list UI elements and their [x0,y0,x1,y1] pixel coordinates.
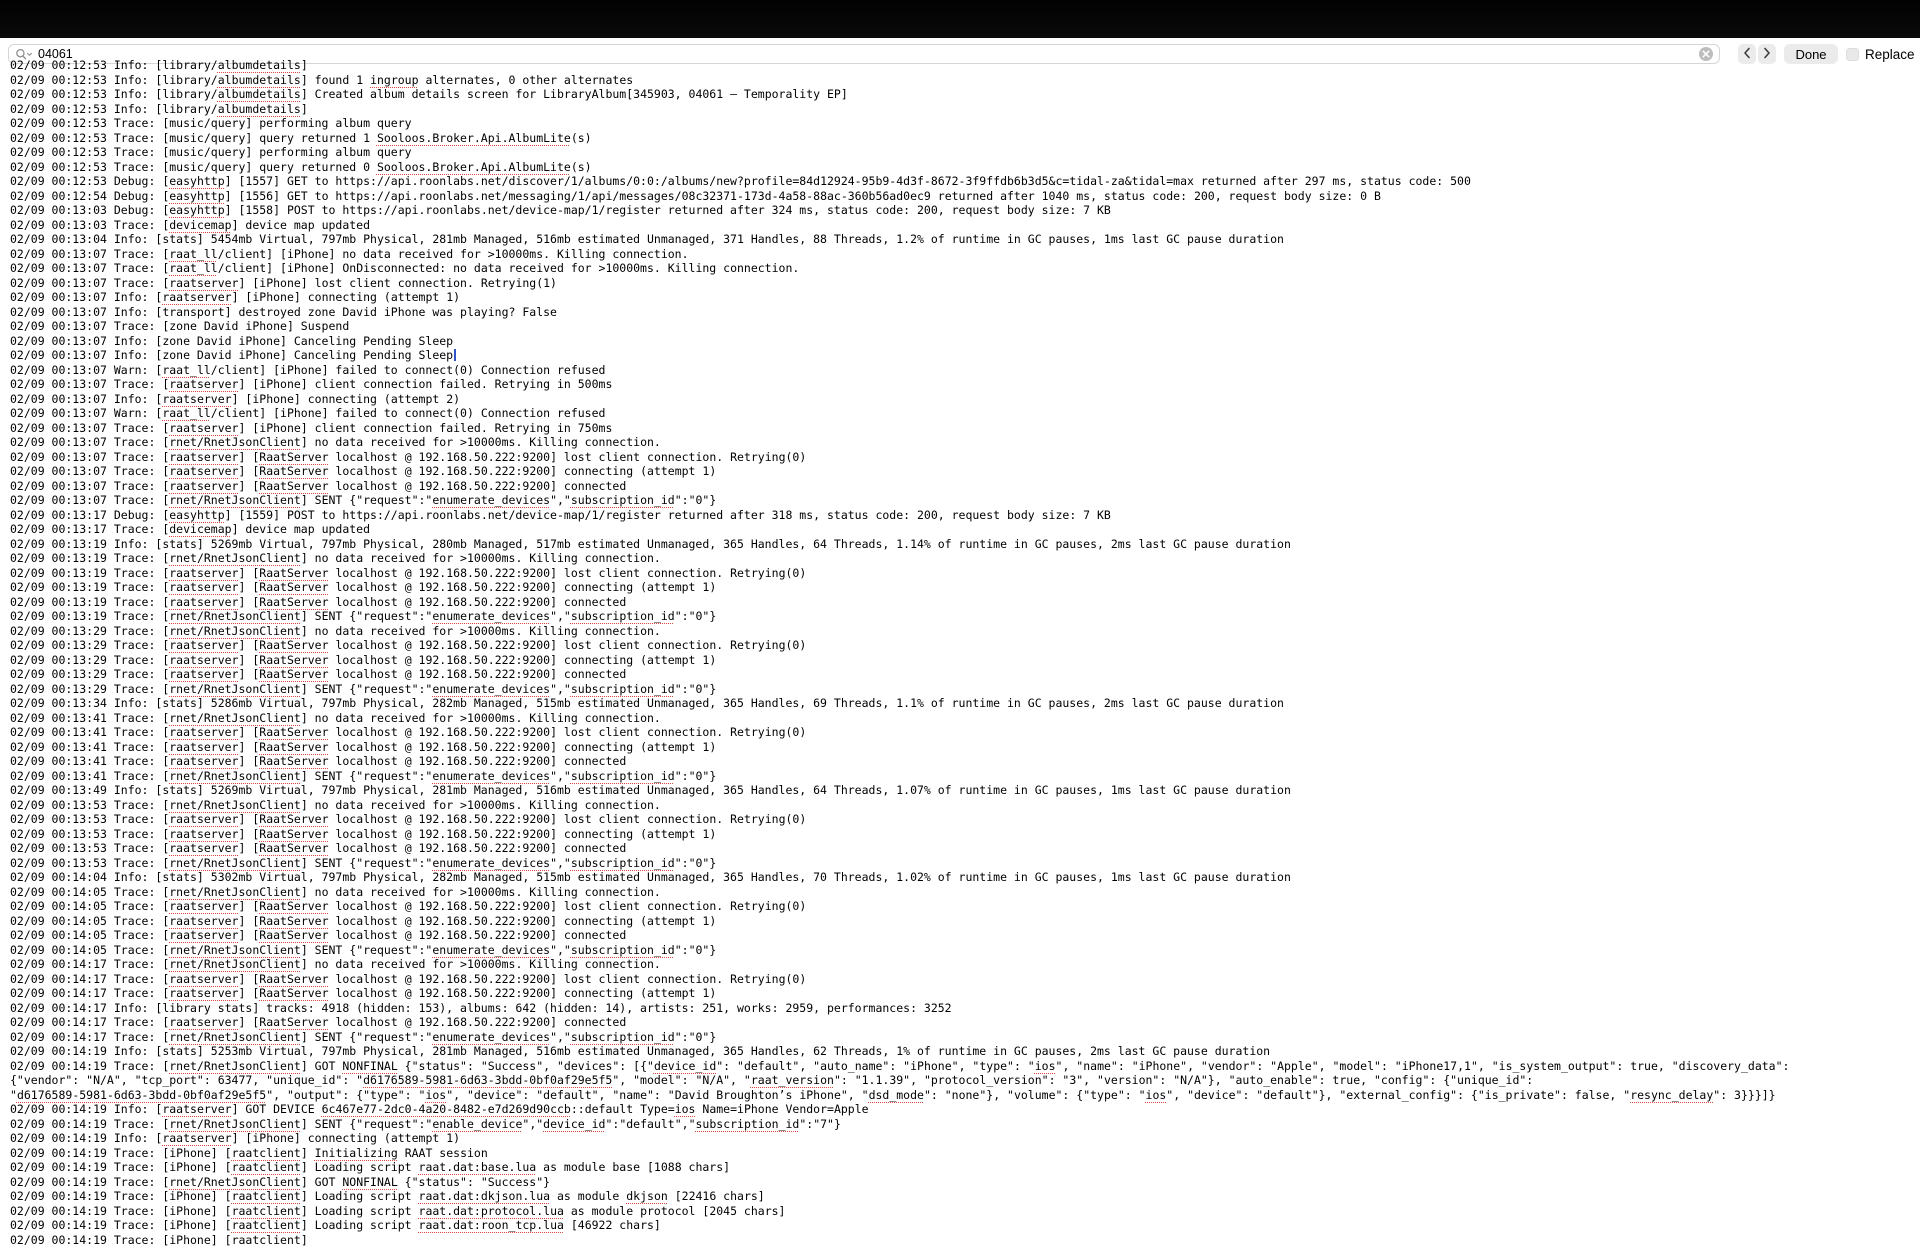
log-line: 02/09 00:12:53 Trace: [music/query] performing album query [10,116,1920,131]
log-line: 02/09 00:14:19 Trace: [rnet/RnetJsonClient] GOT NONFINAL {"status": "Success", "devices": [{"device_id": "default", "auto_name": "iPhone", "type": "ios", "name": "iPhone", "vendor": "Apple", "model": "iPhone17,1", "is_system_output": true, "discovery_data": [10,1059,1920,1074]
done-button[interactable]: Done [1784,44,1838,64]
log-line: 02/09 00:14:17 Info: [library stats] tracks: 4918 (hidden: 153), albums: 642 (hidden: 14), artists: 251, works: 2959, performances: 3252 [10,1001,1920,1016]
log-line: 02/09 00:13:03 Debug: [easyhttp] [1558] POST to https://api.roonlabs.net/device-map/1/register returned after 324 ms, status code: 200, request body size: 7 KB [10,203,1920,218]
log-line: 02/09 00:13:04 Info: [stats] 5454mb Virtual, 797mb Physical, 281mb Managed, 516mb estimated Unmanaged, 371 Handles, 88 Threads, 1.2% of runtime in GC pauses, 1ms last GC pause duration [10,232,1920,247]
log-line: 02/09 00:14:05 Trace: [raatserver] [RaatServer localhost @ 192.168.50.222:9200] connecting (attempt 1) [10,914,1920,929]
log-line: 02/09 00:14:17 Trace: [rnet/RnetJsonClient] SENT {"request":"enumerate_devices","subscription_id":"0"} [10,1030,1920,1045]
log-line: 02/09 00:12:53 Trace: [music/query] query returned 1 Sooloos.Broker.Api.AlbumLite(s) [10,131,1920,146]
log-line: 02/09 00:14:19 Trace: [iPhone] [raatclient] Loading script raat.dat:roon_tcp.lua [46922 chars] [10,1218,1920,1233]
log-line: 02/09 00:13:07 Trace: [raatserver] [iPhone] lost client connection. Retrying(1) [10,276,1920,291]
log-line: 02/09 00:13:29 Trace: [raatserver] [RaatServer localhost @ 192.168.50.222:9200] connecting (attempt 1) [10,653,1920,668]
log-line: 02/09 00:13:53 Trace: [raatserver] [RaatServer localhost @ 192.168.50.222:9200] connecting (attempt 1) [10,827,1920,842]
log-line: 02/09 00:14:05 Trace: [raatserver] [RaatServer localhost @ 192.168.50.222:9200] connected [10,928,1920,943]
log-line: 02/09 00:14:19 Info: [stats] 5253mb Virtual, 797mb Physical, 281mb Managed, 516mb estimated Unmanaged, 365 Handles, 62 Threads, 1% of runtime in GC pauses, 2ms last GC pause duration [10,1044,1920,1059]
log-line: 02/09 00:14:19 Trace: [rnet/RnetJsonClient] GOT NONFINAL {"status": "Success"} [10,1175,1920,1190]
log-line: 02/09 00:13:41 Trace: [raatserver] [RaatServer localhost @ 192.168.50.222:9200] connected [10,754,1920,769]
log-line: 02/09 00:14:19 Trace: [rnet/RnetJsonClient] SENT {"request":"enable_device","device_id":"default","subscription_id":"7"} [10,1117,1920,1132]
log-line: 02/09 00:13:19 Trace: [raatserver] [RaatServer localhost @ 192.168.50.222:9200] lost client connection. Retrying(0) [10,566,1920,581]
log-line: 02/09 00:13:53 Trace: [raatserver] [RaatServer localhost @ 192.168.50.222:9200] connected [10,841,1920,856]
log-line: 02/09 00:14:19 Info: [raatserver] GOT DEVICE 6c467e77-2dc0-4a20-8482-e7d269d90ccb::default Type=ios Name=iPhone Vendor=Apple [10,1102,1920,1117]
log-line: 02/09 00:14:19 Trace: [iPhone] [raatclient] Loading script raat.dat:base.lua as module base [1088 chars] [10,1160,1920,1175]
log-line: 02/09 00:14:19 Info: [raatserver] [iPhone] connecting (attempt 1) [10,1131,1920,1146]
log-line: 02/09 00:13:53 Trace: [rnet/RnetJsonClient] no data received for >10000ms. Killing connection. [10,798,1920,813]
log-line: 02/09 00:12:53 Info: [library/albumdetails] [10,58,1920,73]
text-cursor [454,349,456,361]
log-line: 02/09 00:13:53 Trace: [rnet/RnetJsonClient] SENT {"request":"enumerate_devices","subscription_id":"0"} [10,856,1920,871]
log-line: 02/09 00:13:07 Trace: [raatserver] [iPhone] client connection failed. Retrying in 500ms [10,377,1920,392]
log-line: 02/09 00:13:07 Warn: [raat_ll/client] [iPhone] failed to connect(0) Connection refused [10,406,1920,421]
log-line: {"vendor": "N/A", "tcp_port": 63477, "unique_id": "d6176589-5981-6d63-3bdd-0bf0af29e5f5", "model": "N/A", "raat_version": "1.1.39", "protocol_version": "3", "version": "N/A"}, "auto_enable": true, "config": {"unique_id": [10,1073,1920,1088]
log-line: 02/09 00:14:19 Trace: [iPhone] [raatclient] [10,1233,1920,1247]
log-line: 02/09 00:14:17 Trace: [raatserver] [RaatServer localhost @ 192.168.50.222:9200] connecting (attempt 1) [10,986,1920,1001]
log-line: 02/09 00:13:19 Trace: [raatserver] [RaatServer localhost @ 192.168.50.222:9200] connected [10,595,1920,610]
log-line: 02/09 00:13:41 Trace: [rnet/RnetJsonClient] no data received for >10000ms. Killing connection. [10,711,1920,726]
log-line: 02/09 00:13:07 Info: [raatserver] [iPhone] connecting (attempt 1) [10,290,1920,305]
log-line: 02/09 00:13:07 Info: [zone David iPhone] Canceling Pending Sleep [10,334,1920,349]
log-line: 02/09 00:13:07 Trace: [rnet/RnetJsonClient] SENT {"request":"enumerate_devices","subscription_id":"0"} [10,493,1920,508]
log-line: 02/09 00:13:07 Info: [zone David iPhone] Canceling Pending Sleep [10,348,1920,363]
log-line: 02/09 00:13:41 Trace: [raatserver] [RaatServer localhost @ 192.168.50.222:9200] connecting (attempt 1) [10,740,1920,755]
log-line: 02/09 00:13:29 Trace: [raatserver] [RaatServer localhost @ 192.168.50.222:9200] lost client connection. Retrying(0) [10,638,1920,653]
log-line: 02/09 00:12:53 Trace: [music/query] performing album query [10,145,1920,160]
log-line: 02/09 00:13:34 Info: [stats] 5286mb Virtual, 797mb Physical, 282mb Managed, 515mb estimated Unmanaged, 365 Handles, 69 Threads, 1.1% of runtime in GC pauses, 2ms last GC pause duration [10,696,1920,711]
log-line: 02/09 00:13:41 Trace: [raatserver] [RaatServer localhost @ 192.168.50.222:9200] lost client connection. Retrying(0) [10,725,1920,740]
log-line: 02/09 00:14:05 Trace: [rnet/RnetJsonClient] SENT {"request":"enumerate_devices","subscription_id":"0"} [10,943,1920,958]
log-line: 02/09 00:13:07 Info: [raatserver] [iPhone] connecting (attempt 2) [10,392,1920,407]
log-line: 02/09 00:12:53 Info: [library/albumdetails] Created album details screen for LibraryAlbum[345903, 04061 — Temporality EP] [10,87,1920,102]
log-text-area[interactable] [0,66,1920,1241]
log-line: 02/09 00:14:05 Trace: [rnet/RnetJsonClient] no data received for >10000ms. Killing connection. [10,885,1920,900]
log-line: 02/09 00:13:07 Trace: [zone David iPhone] Suspend [10,319,1920,334]
replace-label: Replace [1865,47,1915,62]
log-line: 02/09 00:14:19 Trace: [iPhone] [raatclient] Loading script raat.dat:dkjson.lua as module dkjson [22416 chars] [10,1189,1920,1204]
log-line: 02/09 00:13:49 Info: [stats] 5269mb Virtual, 797mb Physical, 281mb Managed, 516mb estimated Unmanaged, 365 Handles, 64 Threads, 1.07% of runtime in GC pauses, 1ms last GC pause duration [10,783,1920,798]
log-line: 02/09 00:13:03 Trace: [devicemap] device map updated [10,218,1920,233]
log-line: 02/09 00:13:41 Trace: [rnet/RnetJsonClient] SENT {"request":"enumerate_devices","subscription_id":"0"} [10,769,1920,784]
log-line: 02/09 00:12:53 Trace: [music/query] query returned 0 Sooloos.Broker.Api.AlbumLite(s) [10,160,1920,175]
log-line: 02/09 00:14:17 Trace: [rnet/RnetJsonClient] no data received for >10000ms. Killing connection. [10,957,1920,972]
log-line: 02/09 00:13:19 Trace: [rnet/RnetJsonClient] no data received for >10000ms. Killing connection. [10,551,1920,566]
log-line: 02/09 00:12:53 Debug: [easyhttp] [1557] GET to https://api.roonlabs.net/discover/1/albums/0:0:/albums/new?profile=84d12924-95b9-4d3f-8672-3f9ffdb6b3d5&c=tidal-za&tidal=max returned after 297 ms, status code: 500 [10,174,1920,189]
log-line: "d6176589-5981-6d63-3bdd-0bf0af29e5f5", "output": {"type": "ios", "device": "default", "name": "David Broughton’s iPhone", "dsd_mode": "none"}, "volume": {"type": "ios", "device": "default"}, "external_config": {"is_private": false, "resync_delay": 3}}}]} [10,1088,1920,1103]
log-line: 02/09 00:13:19 Info: [stats] 5269mb Virtual, 797mb Physical, 280mb Managed, 517mb estimated Unmanaged, 365 Handles, 64 Threads, 1.14% of runtime in GC pauses, 2ms last GC pause duration [10,537,1920,552]
log-line: 02/09 00:13:07 Trace: [raatserver] [RaatServer localhost @ 192.168.50.222:9200] connected [10,479,1920,494]
log-line: 02/09 00:13:19 Trace: [raatserver] [RaatServer localhost @ 192.168.50.222:9200] connecting (attempt 1) [10,580,1920,595]
log-line: 02/09 00:14:05 Trace: [raatserver] [RaatServer localhost @ 192.168.50.222:9200] lost client connection. Retrying(0) [10,899,1920,914]
log-line: 02/09 00:13:07 Trace: [rnet/RnetJsonClient] no data received for >10000ms. Killing connection. [10,435,1920,450]
log-lines [10,58,1920,1247]
log-line: 02/09 00:13:07 Trace: [raatserver] [iPhone] client connection failed. Retrying in 750ms [10,421,1920,436]
log-line: 02/09 00:13:07 Warn: [raat_ll/client] [iPhone] failed to connect(0) Connection refused [10,363,1920,378]
log-line: 02/09 00:12:53 Info: [library/albumdetails] [10,102,1920,117]
log-line: 02/09 00:12:53 Info: [library/albumdetails] found 1 ingroup alternates, 0 other alternates [10,73,1920,88]
log-line: 02/09 00:12:54 Debug: [easyhttp] [1556] GET to https://api.roonlabs.net/messaging/1/api/messages/08c32371-173d-4a58-88ac-360b56ad0ec9 returned after 1040 ms, status code: 200, request body size: 0 B [10,189,1920,204]
log-line: 02/09 00:13:29 Trace: [rnet/RnetJsonClient] no data received for >10000ms. Killing connection. [10,624,1920,639]
log-line: 02/09 00:13:07 Trace: [raatserver] [RaatServer localhost @ 192.168.50.222:9200] connecting (attempt 1) [10,464,1920,479]
log-line: 02/09 00:14:04 Info: [stats] 5302mb Virtual, 797mb Physical, 282mb Managed, 515mb estimated Unmanaged, 365 Handles, 70 Threads, 1.02% of runtime in GC pauses, 1ms last GC pause duration [10,870,1920,885]
window-title-bar [0,0,1920,38]
log-line: 02/09 00:13:17 Trace: [devicemap] device map updated [10,522,1920,537]
log-line: 02/09 00:13:29 Trace: [raatserver] [RaatServer localhost @ 192.168.50.222:9200] connected [10,667,1920,682]
log-line: 02/09 00:14:19 Trace: [iPhone] [raatclient] Loading script raat.dat:protocol.lua as module protocol [2045 chars] [10,1204,1920,1219]
log-line: 02/09 00:13:17 Debug: [easyhttp] [1559] POST to https://api.roonlabs.net/device-map/1/register returned after 318 ms, status code: 200, request body size: 7 KB [10,508,1920,523]
log-line: 02/09 00:13:07 Info: [transport] destroyed zone David iPhone was playing? False [10,305,1920,320]
log-line: 02/09 00:13:53 Trace: [raatserver] [RaatServer localhost @ 192.168.50.222:9200] lost client connection. Retrying(0) [10,812,1920,827]
log-line: 02/09 00:13:29 Trace: [rnet/RnetJsonClient] SENT {"request":"enumerate_devices","subscription_id":"0"} [10,682,1920,697]
log-line: 02/09 00:13:19 Trace: [rnet/RnetJsonClient] SENT {"request":"enumerate_devices","subscription_id":"0"} [10,609,1920,624]
log-line: 02/09 00:13:07 Trace: [raat_ll/client] [iPhone] OnDisconnected: no data received for >10000ms. Killing connection. [10,261,1920,276]
log-line: 02/09 00:14:19 Trace: [iPhone] [raatclient] Initializing RAAT session [10,1146,1920,1161]
log-line: 02/09 00:13:07 Trace: [raatserver] [RaatServer localhost @ 192.168.50.222:9200] lost client connection. Retrying(0) [10,450,1920,465]
log-line: 02/09 00:14:17 Trace: [raatserver] [RaatServer localhost @ 192.168.50.222:9200] connected [10,1015,1920,1030]
log-line: 02/09 00:13:07 Trace: [raat_ll/client] [iPhone] no data received for >10000ms. Killing connection. [10,247,1920,262]
log-line: 02/09 00:14:17 Trace: [raatserver] [RaatServer localhost @ 192.168.50.222:9200] lost client connection. Retrying(0) [10,972,1920,987]
